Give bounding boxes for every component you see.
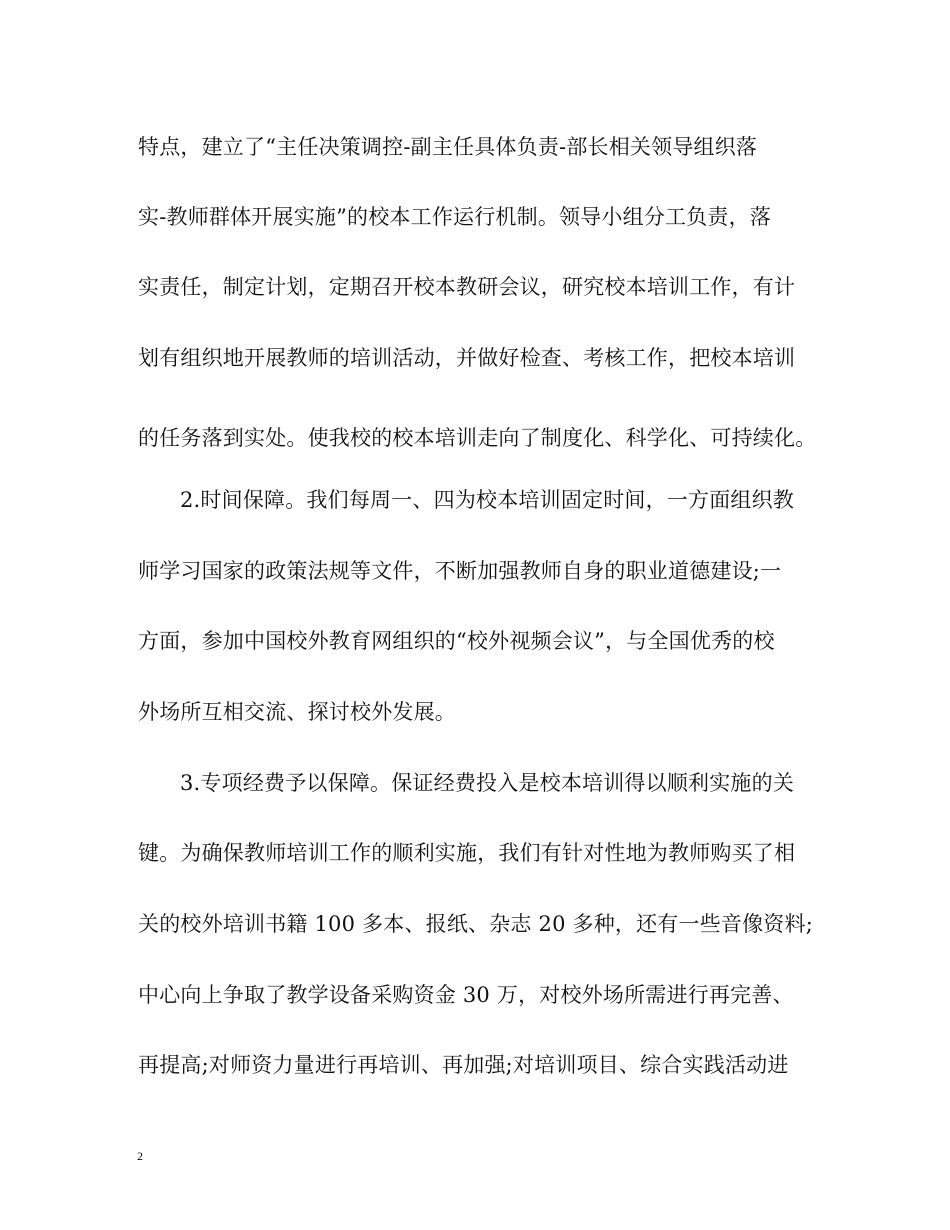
text-line-7: 师学习国家的政策法规等文件，不断加强教师自身的职业道德建设;一 <box>138 559 782 583</box>
paragraph-2-line-1: 2.时间保障。我们每周一、四为校本培训固定时间，一方面组织教 <box>180 488 795 512</box>
text-line-9: 外场所互相交流、探讨校外发展。 <box>138 700 456 724</box>
page-number: 2 <box>137 1149 143 1163</box>
text-line-8: 方面，参加中国校外教育网组织的“校外视频会议”，与全国优秀的校 <box>138 629 775 653</box>
paragraph-3-line-1: 3.专项经费予以保障。保证经费投入是校本培训得以顺利实施的关 <box>180 771 795 795</box>
text-line-4: 划有组织地开展教师的培训活动，并做好检查、考核工作，把校本培训 <box>138 346 796 370</box>
text-line-3: 实责任，制定计划，定期召开校本教研会议，研究校本培训工作，有计 <box>138 275 796 299</box>
text-line-2: 实-教师群体开展实施”的校本工作运行机制。领导小组分工负责，落 <box>138 205 772 229</box>
text-line-11: 键。为确保教师培训工作的顺利实施，我们有针对性地为教师购买了相 <box>138 841 796 865</box>
text-line-14: 再提高;对师资力量进行再培训、再加强;对培训项目、综合实践活动进 <box>138 1053 789 1077</box>
text-line-1: 特点，建立了“主任决策调控-副主任具体负责-部长相关领导组织落 <box>138 135 758 159</box>
text-line-12: 关的校外培训书籍 100 多本、报纸、杂志 20 多种，还有一些音像资料; <box>138 912 813 936</box>
text-line-13: 中心向上争取了教学设备采购资金 30 万，对校外场所需进行再完善、 <box>138 983 794 1007</box>
text-line-5: 的任务落到实处。使我校的校本培训走向了制度化、科学化、可持续化。 <box>138 426 817 450</box>
